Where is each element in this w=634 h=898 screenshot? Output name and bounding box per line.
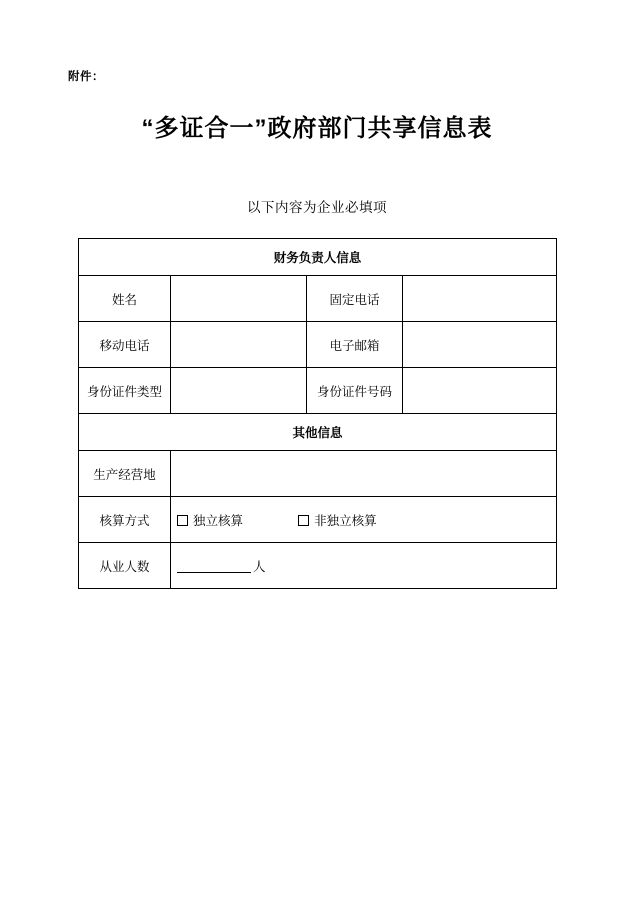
option-label: 非独立核算 (314, 513, 377, 528)
attachment-label: 附件： (68, 71, 104, 83)
label-mobile: 移动电话 (79, 322, 171, 368)
subtitle: 以下内容为企业必填项 (247, 200, 387, 215)
label-name: 姓名 (79, 276, 171, 322)
option-non-independent-accounting[interactable] (298, 511, 377, 529)
label-accounting-method: 核算方式 (79, 497, 171, 543)
option-label: 独立核算 (193, 513, 244, 528)
table-row (79, 497, 557, 543)
checkbox-icon[interactable] (298, 515, 309, 526)
table-row (79, 451, 557, 497)
accounting-method-options (171, 497, 557, 543)
employee-count-blank[interactable] (177, 560, 251, 573)
table-row (79, 276, 557, 322)
table-row (79, 414, 557, 451)
label-landline: 固定电话 (307, 276, 403, 322)
shared-info-form-table (78, 238, 557, 589)
label-email: 电子邮箱 (307, 322, 403, 368)
field-email[interactable] (403, 322, 557, 368)
field-business-location[interactable] (171, 451, 557, 497)
field-id-type[interactable] (171, 368, 307, 414)
label-employee-count: 从业人数 (79, 543, 171, 589)
field-name[interactable] (171, 276, 307, 322)
section-header-finance: 财务负责人信息 (79, 239, 557, 276)
table-row (79, 322, 557, 368)
checkbox-icon[interactable] (177, 515, 188, 526)
label-id-number: 身份证件号码 (307, 368, 403, 414)
field-landline[interactable] (403, 276, 557, 322)
field-mobile[interactable] (171, 322, 307, 368)
option-independent-accounting[interactable] (177, 511, 243, 529)
field-employee-count[interactable] (171, 543, 557, 589)
label-business-location: 生产经营地 (79, 451, 171, 497)
section-header-other: 其他信息 (79, 414, 557, 451)
table-row (79, 368, 557, 414)
table-row (79, 543, 557, 589)
field-id-number[interactable] (403, 368, 557, 414)
table-row (79, 239, 557, 276)
label-id-type: 身份证件类型 (79, 368, 171, 414)
employee-count-unit: 人 (253, 559, 266, 574)
page-title: “多证合一”政府部门共享信息表 (141, 115, 493, 142)
